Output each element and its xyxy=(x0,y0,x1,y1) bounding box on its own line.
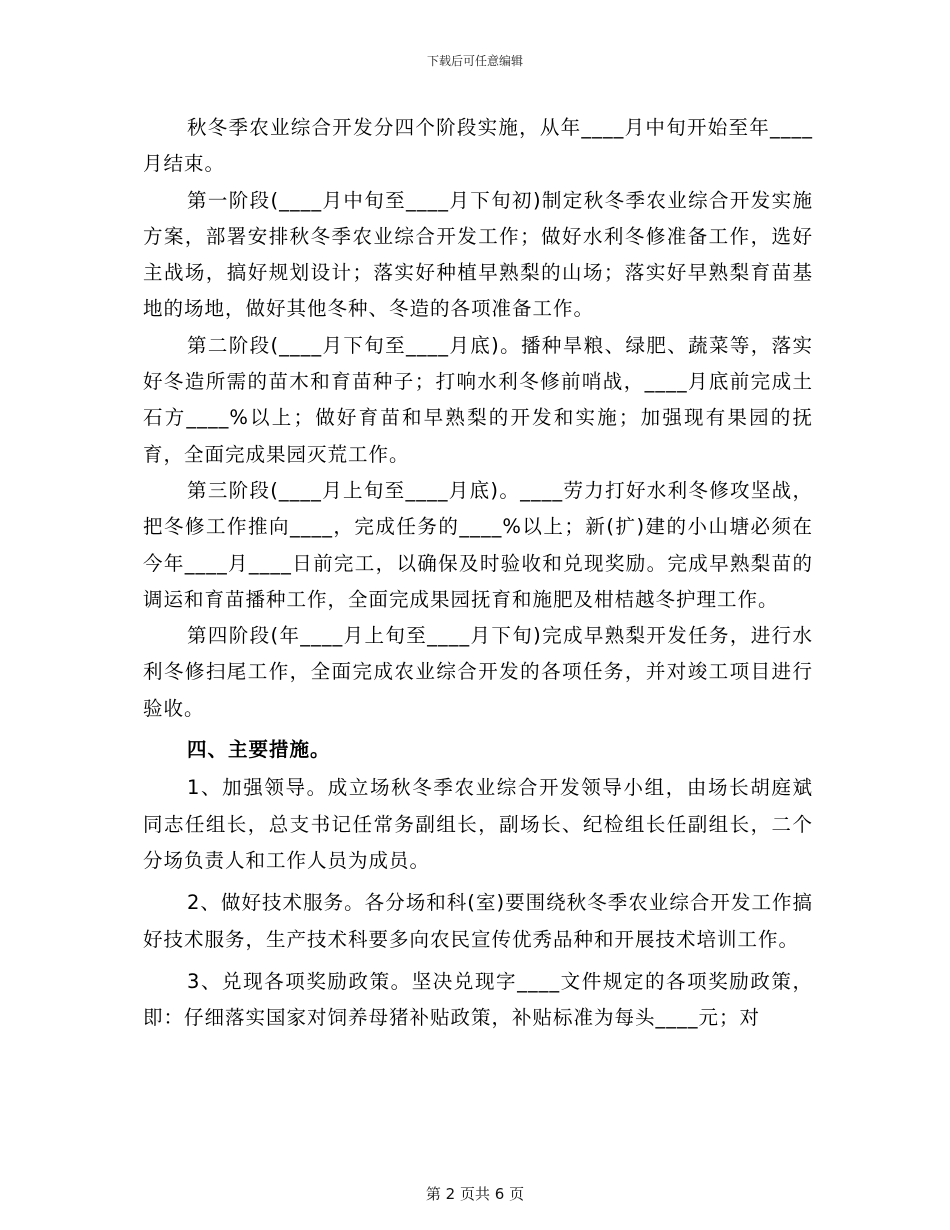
paragraph-phase-four: 第四阶段(年____月上旬至____月下旬)完成早熟梨开发任务，进行水利冬修扫尾工作，全面完成农业综合开发的各项任务，并对竣工项目进行验收。 xyxy=(143,624,813,720)
paragraph-phase-one: 第一阶段(____月中旬至____月下旬初)制定秋冬季农业综合开发实施方案，部署安排秋冬季农业综合开发工作；做好水利冬修准备工作，选好主战场，搞好规划设计；落实好种植早熟梨的山场；落实好早熟梨育苗基地的场地，做好其他冬种、冬造的各项准备工作。 xyxy=(143,188,813,321)
paragraph-phase-three: 第三阶段(____月上旬至____月底)。____劳力打好水利冬修攻坚战，把冬修工作推向____，完成任务的____%以上；新(扩)建的小山塘必须在今年____月____日前完工，以确保及时验收和兑现奖励。完成早熟梨苗的调运和育苗播种工作，全面完成果园抚育和施肥及柑桔越冬护理工作。 xyxy=(143,478,813,611)
page-number: 第 2 页共 6 页 xyxy=(425,1185,525,1203)
measure-item: 3、兑现各项奖励政策。坚决兑现字____文件规定的各项奖励政策，即：仔细落实国家对饲养母猪补贴政策，补贴标准为每头____元；对 xyxy=(143,969,813,1030)
measure-item: 2、做好技术服务。各分场和科(室)要围绕秋冬季农业综合开发工作搞好技术服务，生产技术科要多向农民宣传优秀品种和开展技术培训工作。 xyxy=(143,891,813,951)
paragraph-phase-two: 第二阶段(____月下旬至____月底)。播种旱粮、绿肥、蔬菜等，落实好冬造所需的苗木和育苗种子；打响水利冬修前哨战，____月底前完成土石方____%以上；做好育苗和早熟梨的开发和实施；加强现有果园的抚育，全面完成果园灭荒工作。 xyxy=(143,333,813,466)
measure-item: 1、加强领导。成立场秋冬季农业综合开发领导小组，由场长胡庭斌同志任组长，总支书记任常务副组长，副场长、纪检组长任副组长，二个分场负责人和工作人员为成员。 xyxy=(143,776,813,872)
page-header-note: 下载后可任意编辑 xyxy=(426,54,523,68)
document-body xyxy=(143,110,813,1036)
section-heading: 四、主要措施。 xyxy=(187,738,331,762)
paragraph-schedule-intro: 秋冬季农业综合开发分四个阶段实施，从年____月中旬开始至年____月结束。 xyxy=(143,116,813,176)
